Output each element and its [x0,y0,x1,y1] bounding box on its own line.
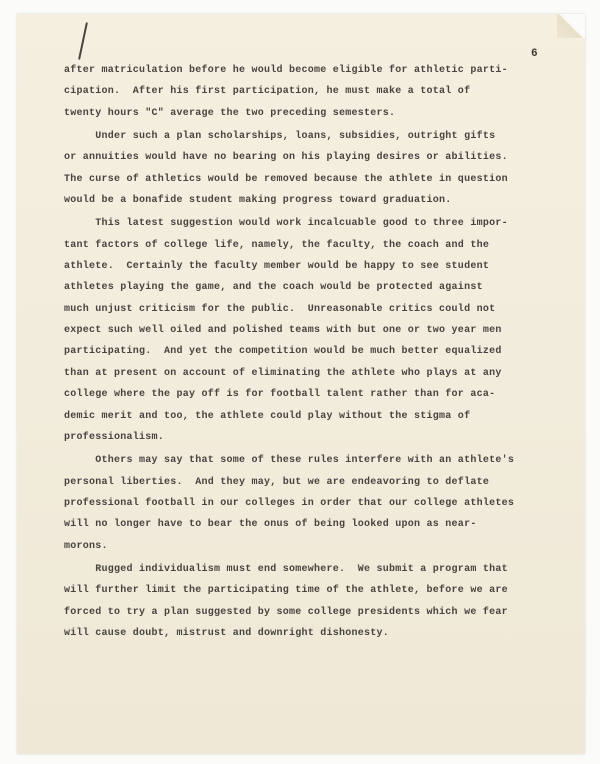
page-number: 6 [531,48,538,60]
text-line: will further limit the participating time of the athlete, before we are [64,585,508,597]
text-line: expect such well oiled and polished teams with but one or two year men [64,325,502,337]
text-line: after matriculation before he would become eligible for athletic parti- [64,65,508,76]
text-line: Under such a plan scholarships, loans, subsidies, outright gifts [64,131,496,143]
page-corner [557,14,585,38]
text-line: This latest suggestion would work incalcuable good to three impor- [64,218,508,230]
text-line: athlete. Certainly the faculty member would be happy to see student [64,261,490,273]
text-line: would be a bonafide student making progress toward graduation. [64,195,452,207]
text-line: Rugged individualism must end somewhere. We submit a program that [64,563,508,575]
paragraph-4 [64,450,544,557]
text-line: morons. [64,540,108,552]
text-line: forced to try a plan suggested by some college presidents which we fear [64,606,508,618]
text-line: tant factors of college life, namely, the faculty, the coach and the [64,239,490,251]
text-line: professional football in our colleges in order that our college athletes [64,497,515,509]
text-line: professionalism. [64,431,165,443]
text-line: The curse of athletics would be removed because the athlete in question [64,173,508,185]
paragraph-2 [64,126,544,211]
text-line: than at present on account of eliminating the athlete who plays at any [64,367,502,379]
paragraph-5 [64,559,544,644]
text-line: will no longer have to bear the onus of being looked upon as near- [64,519,477,531]
text-line: personal liberties. And they may, but we are endeavoring to deflate [64,476,490,488]
text-line: college where the pay off is for football talent rather than for aca- [64,389,496,401]
text-line: will cause doubt, mistrust and downright dishonesty. [64,627,390,639]
body-text [64,60,544,644]
paragraph-3 [64,213,544,448]
text-line: cipation. After his first participation, he must make a total of [64,86,471,98]
text-line: athletes playing the game, and the coach would be protected against [64,282,483,294]
paragraph-1 [64,60,544,124]
text-line: twenty hours "C" average the two preceding semesters. [64,107,396,119]
text-line: demic merit and too, the athlete could play without the stigma of [64,410,471,422]
text-line: much unjust criticism for the public. Unreasonable critics could not [64,303,496,315]
text-line: Others may say that some of these rules interfere with an athlete's [64,455,515,467]
text-line: or annuities would have no bearing on his playing desires or abilities. [64,152,508,164]
text-line: participating. And yet the competition would be much better equalized [64,346,502,358]
